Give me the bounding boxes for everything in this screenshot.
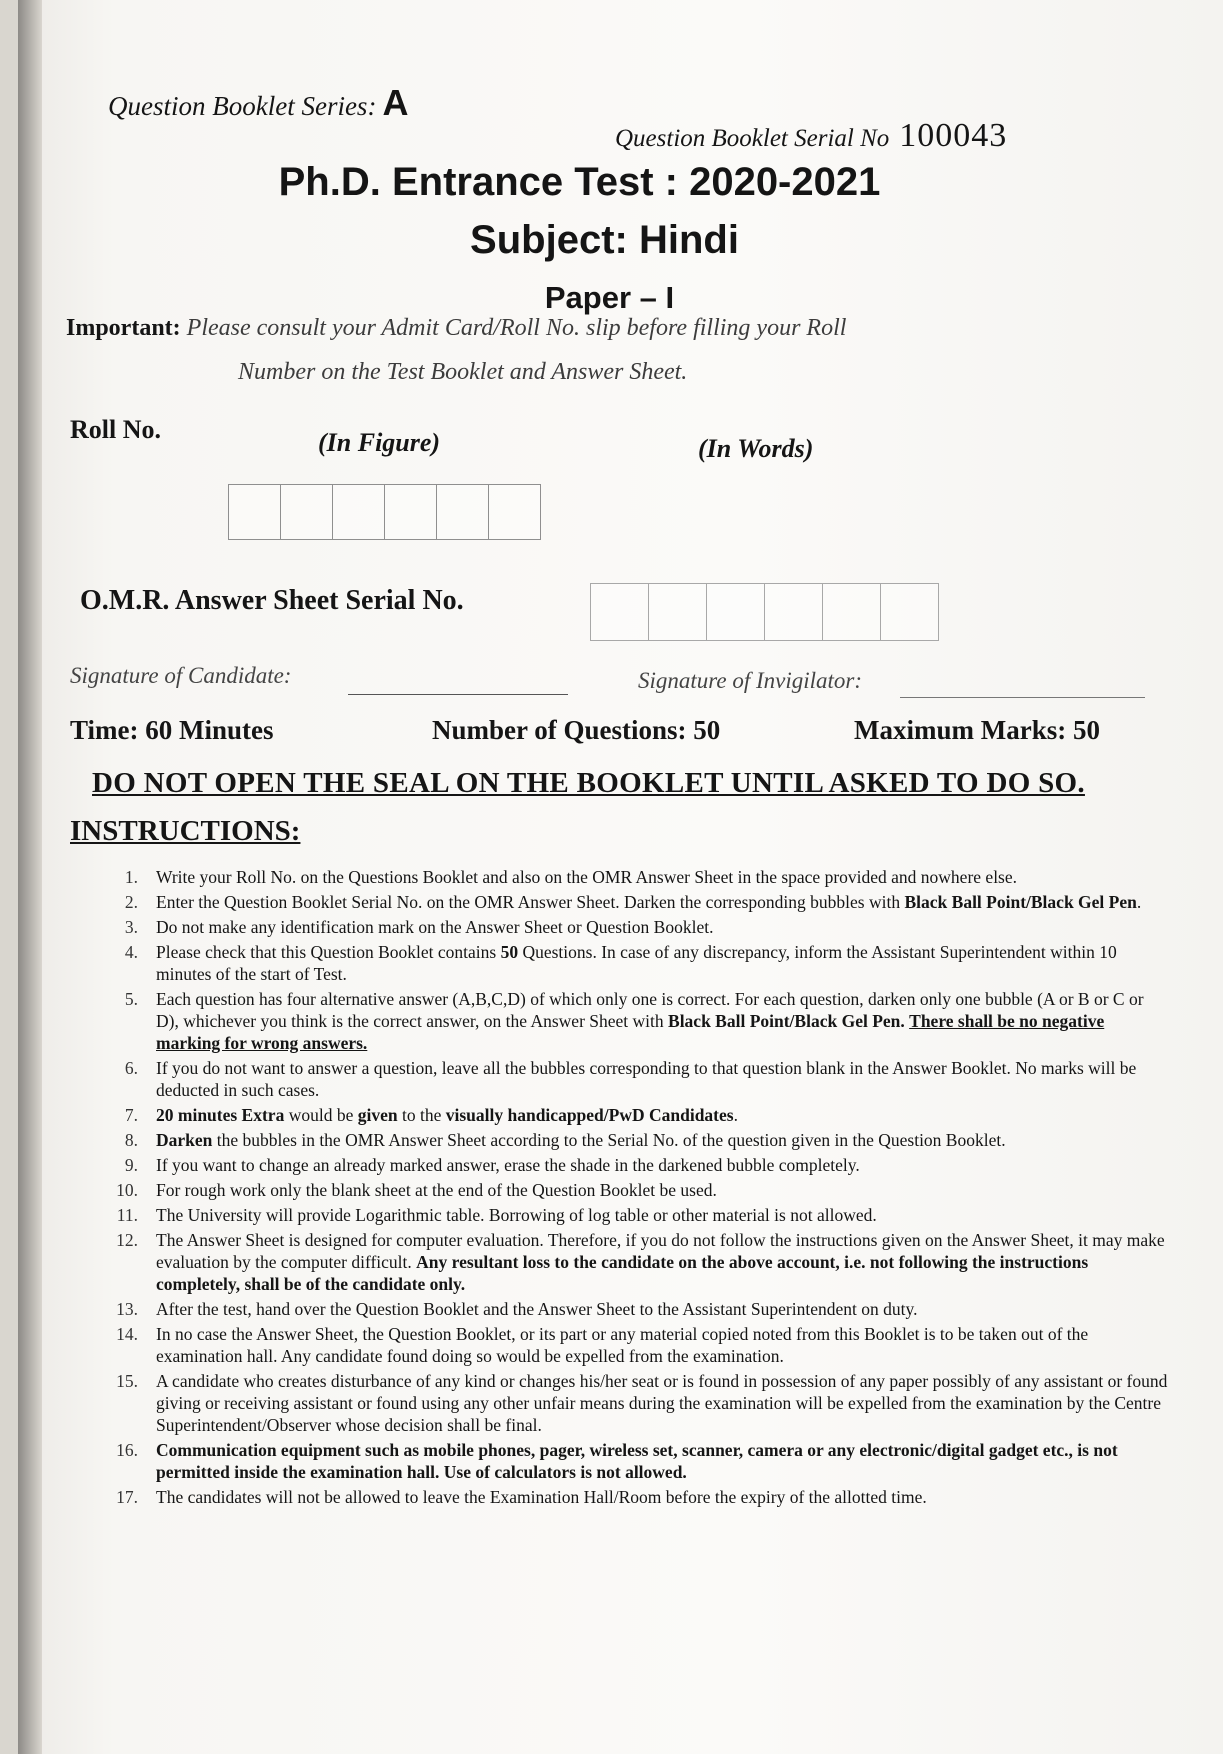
instruction-item xyxy=(108,988,1168,1054)
instruction-text: the bubbles in the OMR Answer Sheet according to the Serial No. of the question given in the Question Booklet. xyxy=(212,1130,1006,1150)
booklet-cover-page xyxy=(18,0,1223,1754)
instruction-text: Black Ball Point/Black Gel Pen. xyxy=(668,1011,905,1031)
subject-title: Subject: Hindi xyxy=(470,218,739,262)
instruction-text: 50 xyxy=(500,942,519,962)
serial-label: Question Booklet Serial No xyxy=(615,125,890,152)
serial-field xyxy=(615,117,1007,155)
instruction-item xyxy=(108,1204,1168,1226)
instruction-item xyxy=(108,941,1168,985)
omr-serial-label: O.M.R. Answer Sheet Serial No. xyxy=(80,585,464,616)
serial-value: 100043 xyxy=(899,117,1008,154)
instruction-text: Any resultant loss to the candidate on the above account, i.e. not following the instructions completely, shall be of the candidate only. xyxy=(156,1252,1089,1294)
instruction-item xyxy=(108,1154,1168,1176)
omr-digit-box[interactable] xyxy=(706,583,765,641)
instruction-number: 7. xyxy=(124,1105,138,1125)
instruction-text: There shall be no negative marking for wrong answers. xyxy=(156,1011,1105,1053)
roll-digit-box[interactable] xyxy=(280,484,333,540)
instruction-item xyxy=(108,1486,1168,1508)
instruction-item xyxy=(108,891,1168,913)
important-label: Important: xyxy=(66,315,181,341)
instruction-text: given xyxy=(357,1105,398,1125)
instruction-text: Communication equipment such as mobile phones, pager, wireless set, scanner, camera or any electronic/digital gadget etc., is not permitted inside the examination hall. Use of calculators is not allowed. xyxy=(156,1440,1118,1482)
omr-digit-box[interactable] xyxy=(880,583,939,641)
roll-digit-box[interactable] xyxy=(384,484,437,540)
instruction-text: . xyxy=(1136,892,1142,912)
instruction-text: Write your Roll No. on the Questions Booklet and also on the OMR Answer Sheet in the space provided and nowhere else. xyxy=(156,867,1018,887)
instruction-item xyxy=(108,1129,1168,1151)
series-value: A xyxy=(382,82,409,123)
instruction-text: If you want to change an already marked answer, erase the shade in the darkened bubble completely. xyxy=(156,1155,860,1175)
omr-digit-box[interactable] xyxy=(822,583,881,641)
instruction-text: A candidate who creates disturbance of any kind or changes his/her seat or is found in possession of any paper possibly of any assistant or found giving or receiving assistant or found using any other unfair means during the examination will be expelled from the examination by the Centre Superintendent/Observer whose decision shall be final. xyxy=(156,1371,1168,1435)
candidate-signature-line[interactable] xyxy=(348,694,568,695)
omr-digit-box[interactable] xyxy=(590,583,649,641)
instruction-item xyxy=(108,916,1168,938)
instruction-item xyxy=(108,1229,1168,1295)
instruction-text: After the test, hand over the Question Booklet and the Answer Sheet to the Assistant Superintendent on duty. xyxy=(156,1299,918,1319)
instruction-text: . xyxy=(733,1105,738,1125)
instructions-heading: INSTRUCTIONS: xyxy=(70,815,301,847)
important-line-2: Number on the Test Booklet and Answer Sheet. xyxy=(238,359,688,385)
roll-digit-box[interactable] xyxy=(228,484,281,540)
series-label: Question Booklet Series: xyxy=(108,91,377,121)
instruction-item xyxy=(108,1370,1168,1436)
instruction-text: 20 minutes Extra xyxy=(156,1105,285,1125)
instruction-item xyxy=(108,1057,1168,1101)
exam-title: Ph.D. Entrance Test : 2020-2021 xyxy=(278,160,881,204)
instruction-number: 17. xyxy=(116,1487,138,1507)
instruction-text: would be xyxy=(284,1105,358,1125)
instruction-number: 1. xyxy=(124,867,138,887)
instruction-text: Black Ball Point/Black Gel Pen xyxy=(904,892,1137,912)
instruction-text: Please check that this Question Booklet contains xyxy=(156,942,501,962)
instruction-text: The Answer Sheet is designed for computer evaluation. Therefore, if you do not follow the instructions given on the Answer Sheet, it may make evaluation by the computer difficult. xyxy=(156,1230,1165,1272)
important-line-1: Please consult your Admit Card/Roll No. slip before filling your Roll xyxy=(186,315,847,341)
max-marks-info: Maximum Marks: 50 xyxy=(854,715,1100,745)
candidate-signature-label: Signature of Candidate: xyxy=(70,663,292,688)
roll-no-boxes[interactable] xyxy=(228,484,540,540)
roll-in-figure-label: (In Figure) xyxy=(318,428,441,457)
roll-no-label: Roll No. xyxy=(70,415,161,444)
roll-digit-box[interactable] xyxy=(332,484,385,540)
instruction-number: 13. xyxy=(116,1299,138,1319)
instruction-number: 5. xyxy=(124,989,138,1009)
instruction-text: Each question has four alternative answer (A,B,C,D) of which only one is correct. For each question, darken only one bubble (A or B or C or D), whichever you think is the correct answer, on the Answer Sheet with xyxy=(156,989,1144,1031)
instruction-text: In no case the Answer Sheet, the Question Booklet, or its part or any material copied noted from this Booklet is to be taken out of the examination hall. Any candidate found doing so would be expelled from the examination. xyxy=(156,1324,1089,1366)
instruction-number: 4. xyxy=(124,942,138,962)
omr-digit-box[interactable] xyxy=(764,583,823,641)
omr-digit-box[interactable] xyxy=(648,583,707,641)
instruction-item xyxy=(108,1179,1168,1201)
page-edge-shadow xyxy=(18,0,42,1754)
instruction-number: 2. xyxy=(124,892,138,912)
instruction-number: 10. xyxy=(116,1180,138,1200)
instruction-number: 8. xyxy=(124,1130,138,1150)
instruction-text: The candidates will not be allowed to leave the Examination Hall/Room before the expiry of the allotted time. xyxy=(156,1487,927,1507)
instruction-text: Do not make any identification mark on the Answer Sheet or Question Booklet. xyxy=(156,917,714,937)
instruction-text: For rough work only the blank sheet at the end of the Question Booklet be used. xyxy=(156,1180,717,1200)
instruction-item xyxy=(108,1439,1168,1483)
series-field xyxy=(108,82,408,124)
roll-digit-box[interactable] xyxy=(488,484,541,540)
instruction-text: Enter the Question Booklet Serial No. on the OMR Answer Sheet. Darken the corresponding bubbles with xyxy=(156,892,905,912)
instruction-text: Questions. In case of any discrepancy, inform the Assistant Superintendent within 10 minutes of the start of Test. xyxy=(156,942,1117,984)
questions-count-info: Number of Questions: 50 xyxy=(432,715,721,745)
instruction-item xyxy=(108,1298,1168,1320)
instruction-number: 9. xyxy=(124,1155,138,1175)
time-info: Time: 60 Minutes xyxy=(70,715,274,745)
instruction-number: 15. xyxy=(116,1371,138,1391)
instruction-number: 11. xyxy=(116,1205,138,1225)
seal-notice: DO NOT OPEN THE SEAL ON THE BOOKLET UNTIL ASKED TO DO SO. xyxy=(92,767,1085,799)
roll-in-words-label: (In Words) xyxy=(698,434,814,463)
instruction-text: Darken xyxy=(156,1130,213,1150)
instruction-number: 3. xyxy=(124,917,138,937)
instruction-item xyxy=(108,866,1168,888)
instruction-text: to the xyxy=(397,1105,446,1125)
instruction-text: The University will provide Logarithmic table. Borrowing of log table or other material is not allowed. xyxy=(156,1205,877,1225)
instructions-list xyxy=(108,866,1168,1511)
instruction-text: visually handicapped/PwD Candidates xyxy=(445,1105,734,1125)
instruction-number: 6. xyxy=(124,1058,138,1078)
instruction-number: 16. xyxy=(116,1440,138,1460)
instruction-item xyxy=(108,1104,1168,1126)
instruction-text: If you do not want to answer a question, leave all the bubbles corresponding to that question blank in the Answer Booklet. No marks will be deducted in such cases. xyxy=(156,1058,1137,1100)
instruction-number: 12. xyxy=(116,1230,138,1250)
paper-title: Paper – I xyxy=(544,280,675,315)
important-note xyxy=(66,306,1176,394)
instruction-item xyxy=(108,1323,1168,1367)
omr-serial-boxes[interactable] xyxy=(590,583,938,641)
instruction-number: 14. xyxy=(116,1324,138,1344)
roll-digit-box[interactable] xyxy=(436,484,489,540)
invigilator-signature-line[interactable] xyxy=(900,697,1145,698)
invigilator-signature-label: Signature of Invigilator: xyxy=(638,668,863,693)
